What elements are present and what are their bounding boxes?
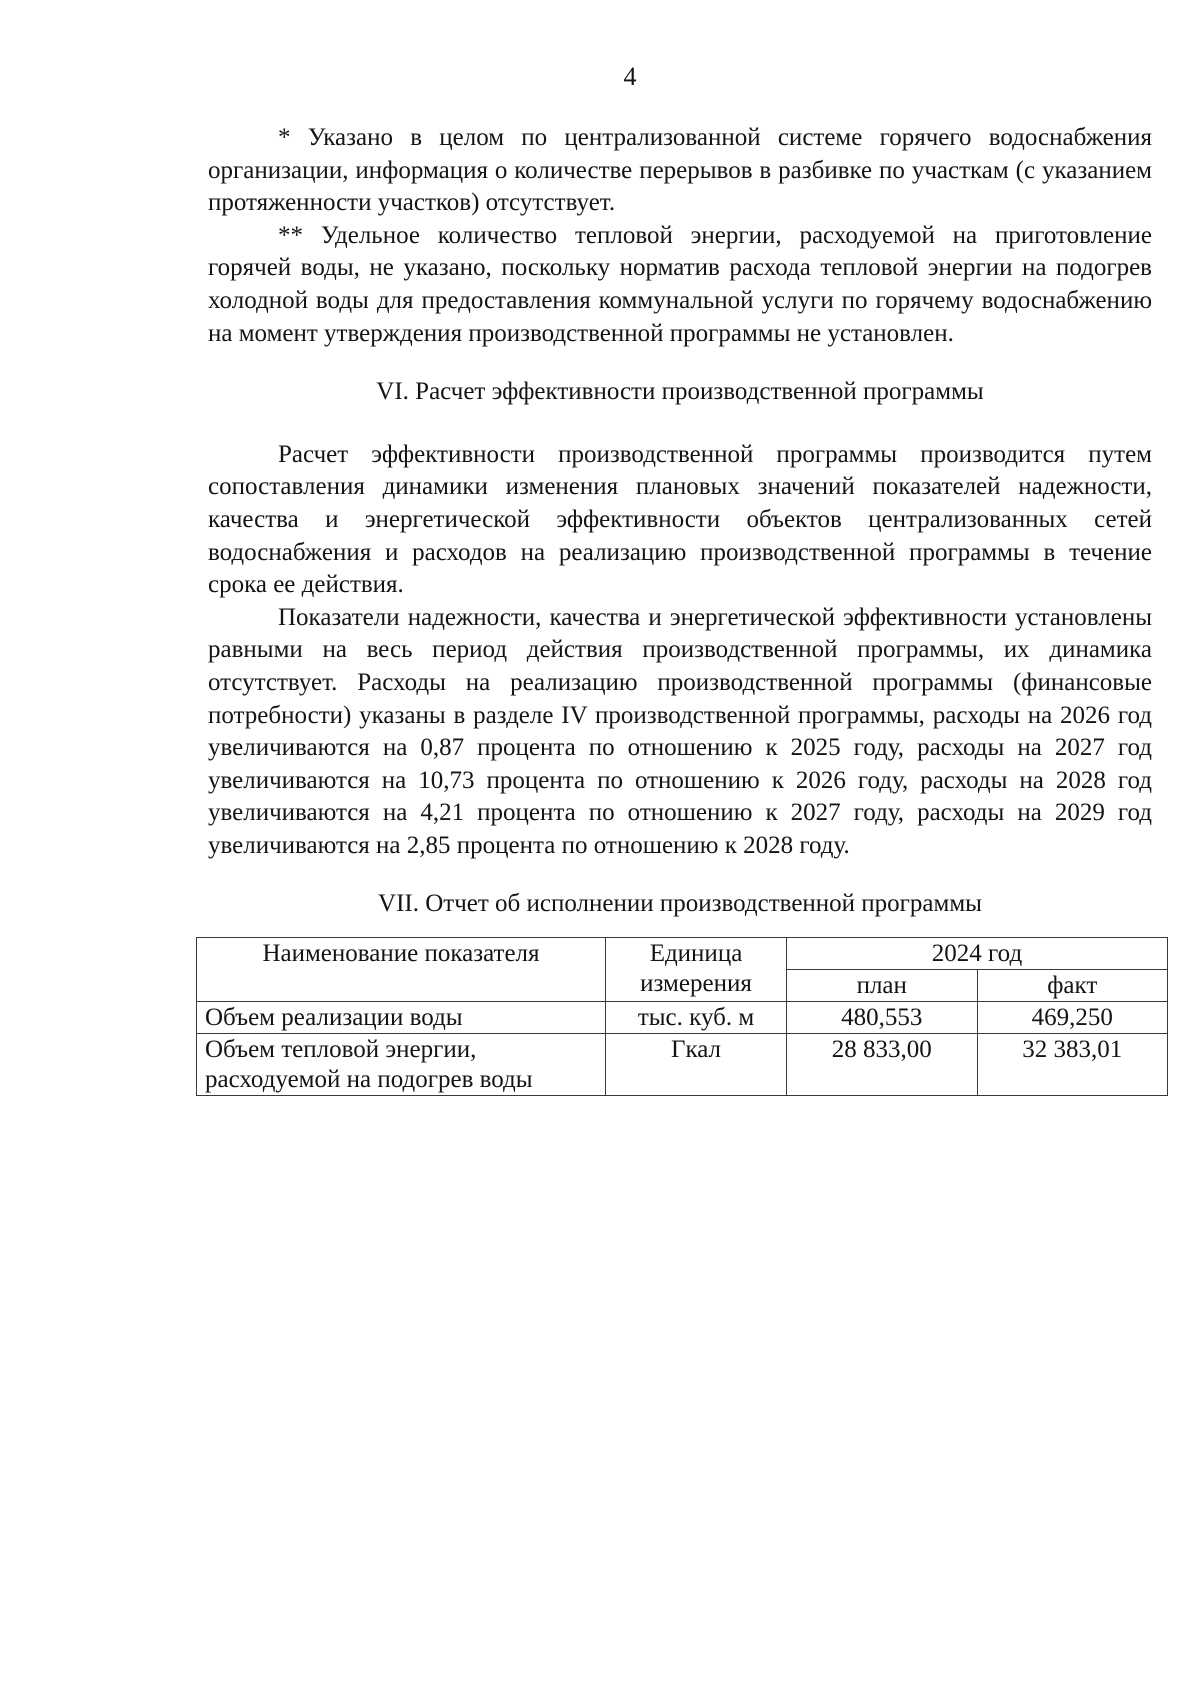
section-6-paragraph-1: Расчет эффективности производственной программы производится путем сопоставления динамики изменения плановых значений показателей надежности, качества и энергетической эффективности объектов централизованных сетей водоснабжения и расходов на реализацию производственной программы в течение срока ее действия.: [208, 440, 1152, 599]
row-fact-value: 32 383,01: [977, 1034, 1168, 1096]
header-fact: факт: [977, 970, 1168, 1002]
table-row: [197, 1034, 1168, 1096]
header-plan: план: [787, 970, 978, 1002]
footnote-double-asterisk: ** Удельное количество тепловой энергии, расходуемой на приготовление горячей воды, не указано, поскольку норматив расхода тепловой энергии на подогрев холодной воды для предоставления коммунальной услуги по горячему водоснабжению на момент утверждения производственной программы не установлен.: [208, 221, 1152, 347]
row-unit: тыс. куб. м: [606, 1002, 787, 1034]
page-number: 4: [623, 62, 637, 91]
table-header-row: [197, 938, 1168, 970]
header-unit: Единица измерения: [606, 938, 787, 1002]
footnote-single-asterisk: * Указано в целом по централизованной системе горячего водоснабжения организации, информация о количестве перерывов в разбивке по участкам (с указанием протяженности участков) отсутствует.: [208, 124, 1152, 217]
execution-report-table: [196, 937, 1168, 1096]
row-plan-value: 28 833,00: [787, 1034, 978, 1096]
section-6-paragraph-2: Показатели надежности, качества и энергетической эффективности установлены равными на весь период действия производственной программы, их динамика отсутствует. Расходы на реализацию производственной программы (финансовые потребности) указаны в разделе IV производственной программы, расходы на 2026 год увеличиваются на 0,87 процента по отношению к 2025 году, расходы на 2027 год увеличиваются на 10,73 процента по отношению к 2026 году, расходы на 2028 год увеличиваются на 4,21 процента по отношению к 2027 году, расходы на 2029 год увеличиваются на 2,85 процента по отношению к 2028 году.: [208, 603, 1152, 859]
table-row: [197, 1002, 1168, 1034]
header-indicator-name: Наименование показателя: [197, 938, 606, 1002]
section-7-heading: VII. Отчет об исполнении производственной программы: [378, 890, 982, 918]
row-indicator-name: Объем тепловой энергии, расходуемой на подогрев воды: [197, 1034, 606, 1096]
row-fact-value: 469,250: [977, 1002, 1168, 1034]
section-6-heading: VI. Расчет эффективности производственной программы: [376, 378, 984, 406]
document-body: [205, 122, 1152, 1096]
row-plan-value: 480,553: [787, 1002, 978, 1034]
row-indicator-name: Объем реализации воды: [197, 1002, 606, 1034]
row-unit: Гкал: [606, 1034, 787, 1096]
header-year: 2024 год: [787, 938, 1168, 970]
